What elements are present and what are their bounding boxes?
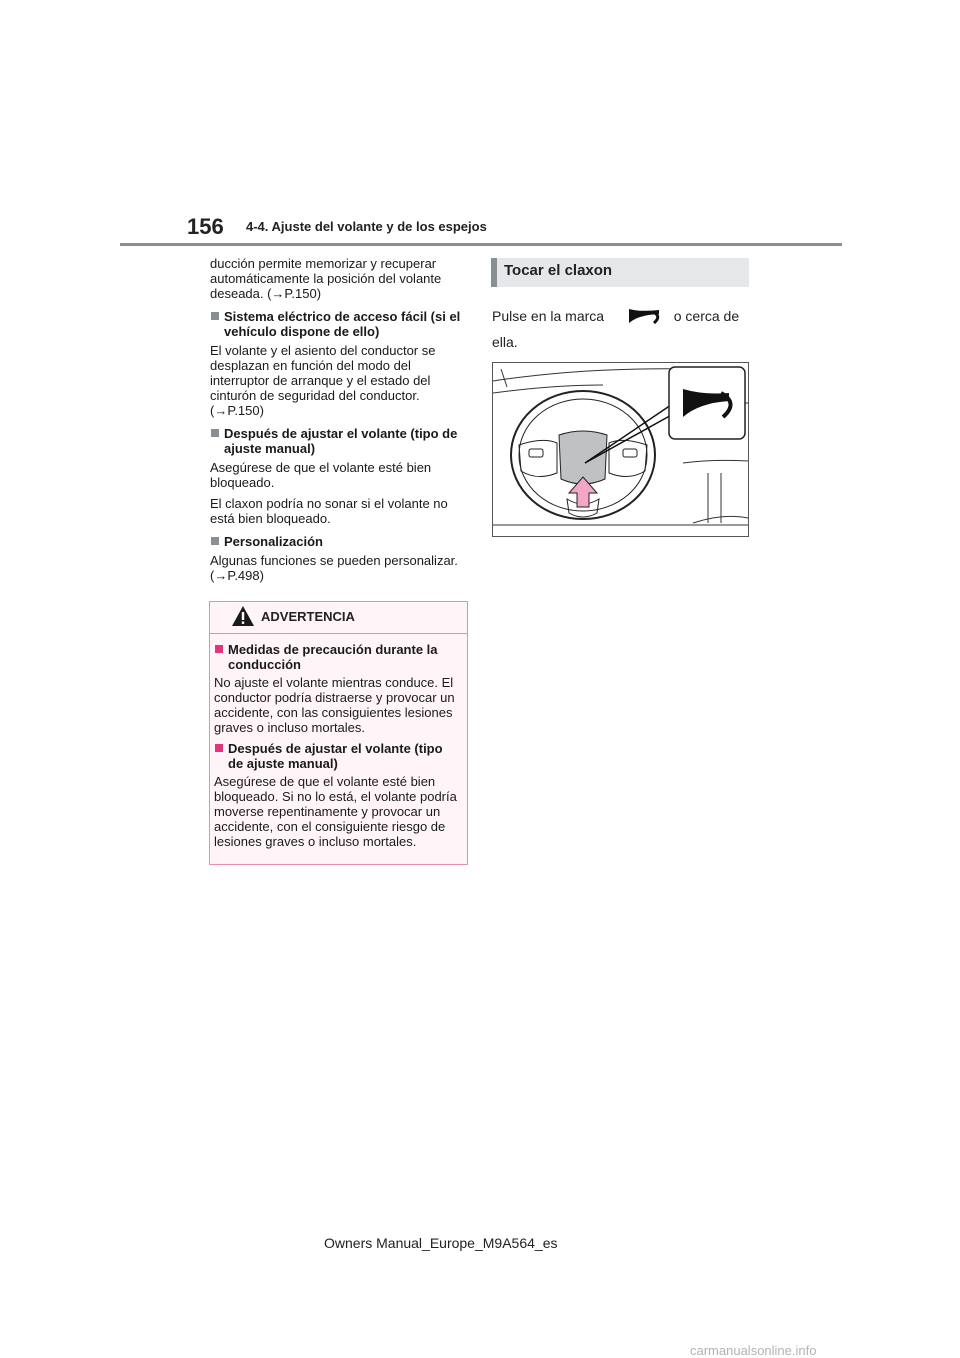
section-heading-bar: [491, 258, 749, 287]
item-heading-customization: [210, 534, 468, 549]
warning-box: [209, 601, 468, 865]
intro-paragraph: ducción permite memorizar y recuperar automáticamente la posición del volante deseada. (→P.150): [210, 256, 442, 301]
horn-instruction-line2: ella.: [492, 334, 518, 350]
warning-header: [210, 602, 467, 634]
warning-paragraph: Asegúrese de que el volante esté bien bloqueado. Si no lo está, el volante podría moverse repentinamente y provocar un accidente, con el consiguiente riesgo de lesiones graves o incluso mortales.: [214, 774, 457, 849]
steering-wheel-drawing: [493, 363, 748, 536]
item-heading-text: Después de ajustar el volante (tipo de ajuste manual): [224, 426, 458, 456]
square-bullet-icon: [215, 744, 223, 752]
chapter-section-title: 4-4. Ajuste del volante y de los espejos: [246, 219, 487, 234]
section-bar-accent: [491, 258, 497, 287]
square-bullet-icon: [211, 537, 219, 545]
warning-heading-text: Después de ajustar el volante (tipo de ajuste manual): [228, 741, 443, 771]
item-heading-text: Personalización: [224, 534, 323, 549]
warning-body: [210, 634, 467, 849]
steering-wheel-illustration: [492, 362, 749, 537]
header-rule: [120, 243, 842, 246]
footer-text: Owners Manual_Europe_M9A564_es: [324, 1235, 558, 1251]
item-heading-manual-adjust: [210, 426, 468, 456]
square-bullet-icon: [211, 312, 219, 320]
horn-instruction: [492, 306, 739, 326]
warning-paragraph: No ajuste el volante mientras conduce. El conductor podría distraerse y provocar un accidente, con las consiguientes lesiones graves o incluso mortales.: [214, 675, 455, 735]
item-paragraph: Algunas funciones se pueden personalizar. (→P.498): [210, 553, 458, 583]
horn-icon: [626, 306, 662, 326]
left-column: [210, 256, 468, 589]
warning-heading-driving: [214, 642, 459, 672]
item-heading-easy-access: [210, 309, 468, 339]
item-paragraph: El volante y el asiento del conductor se desplazan en función del modo del interruptor de arranque y el estado del cinturón de seguridad del conductor. (→P.150): [210, 343, 436, 418]
page-number: 156: [187, 214, 224, 239]
section-heading: Tocar el claxon: [504, 262, 613, 279]
warning-triangle-icon: [231, 605, 255, 627]
instruction-before: Pulse en la marca: [492, 308, 605, 324]
item-paragraph: Asegúrese de que el volante esté bien bloqueado.: [210, 460, 432, 490]
item-heading-text: Sistema eléctrico de acceso fácil (si el vehículo dispone de ello): [224, 309, 461, 339]
square-bullet-icon: [211, 429, 219, 437]
warning-heading-text: Medidas de precaución durante la conducción: [228, 642, 438, 672]
instruction-after: o cerca de: [673, 308, 740, 324]
square-bullet-icon: [215, 645, 223, 653]
item-paragraph: El claxon podría no sonar si el volante no está bien bloqueado.: [210, 496, 448, 526]
warning-title: ADVERTENCIA: [261, 609, 355, 624]
watermark: carmanualsonline.info: [690, 1343, 817, 1358]
warning-heading-manual-adjust: [214, 741, 459, 771]
